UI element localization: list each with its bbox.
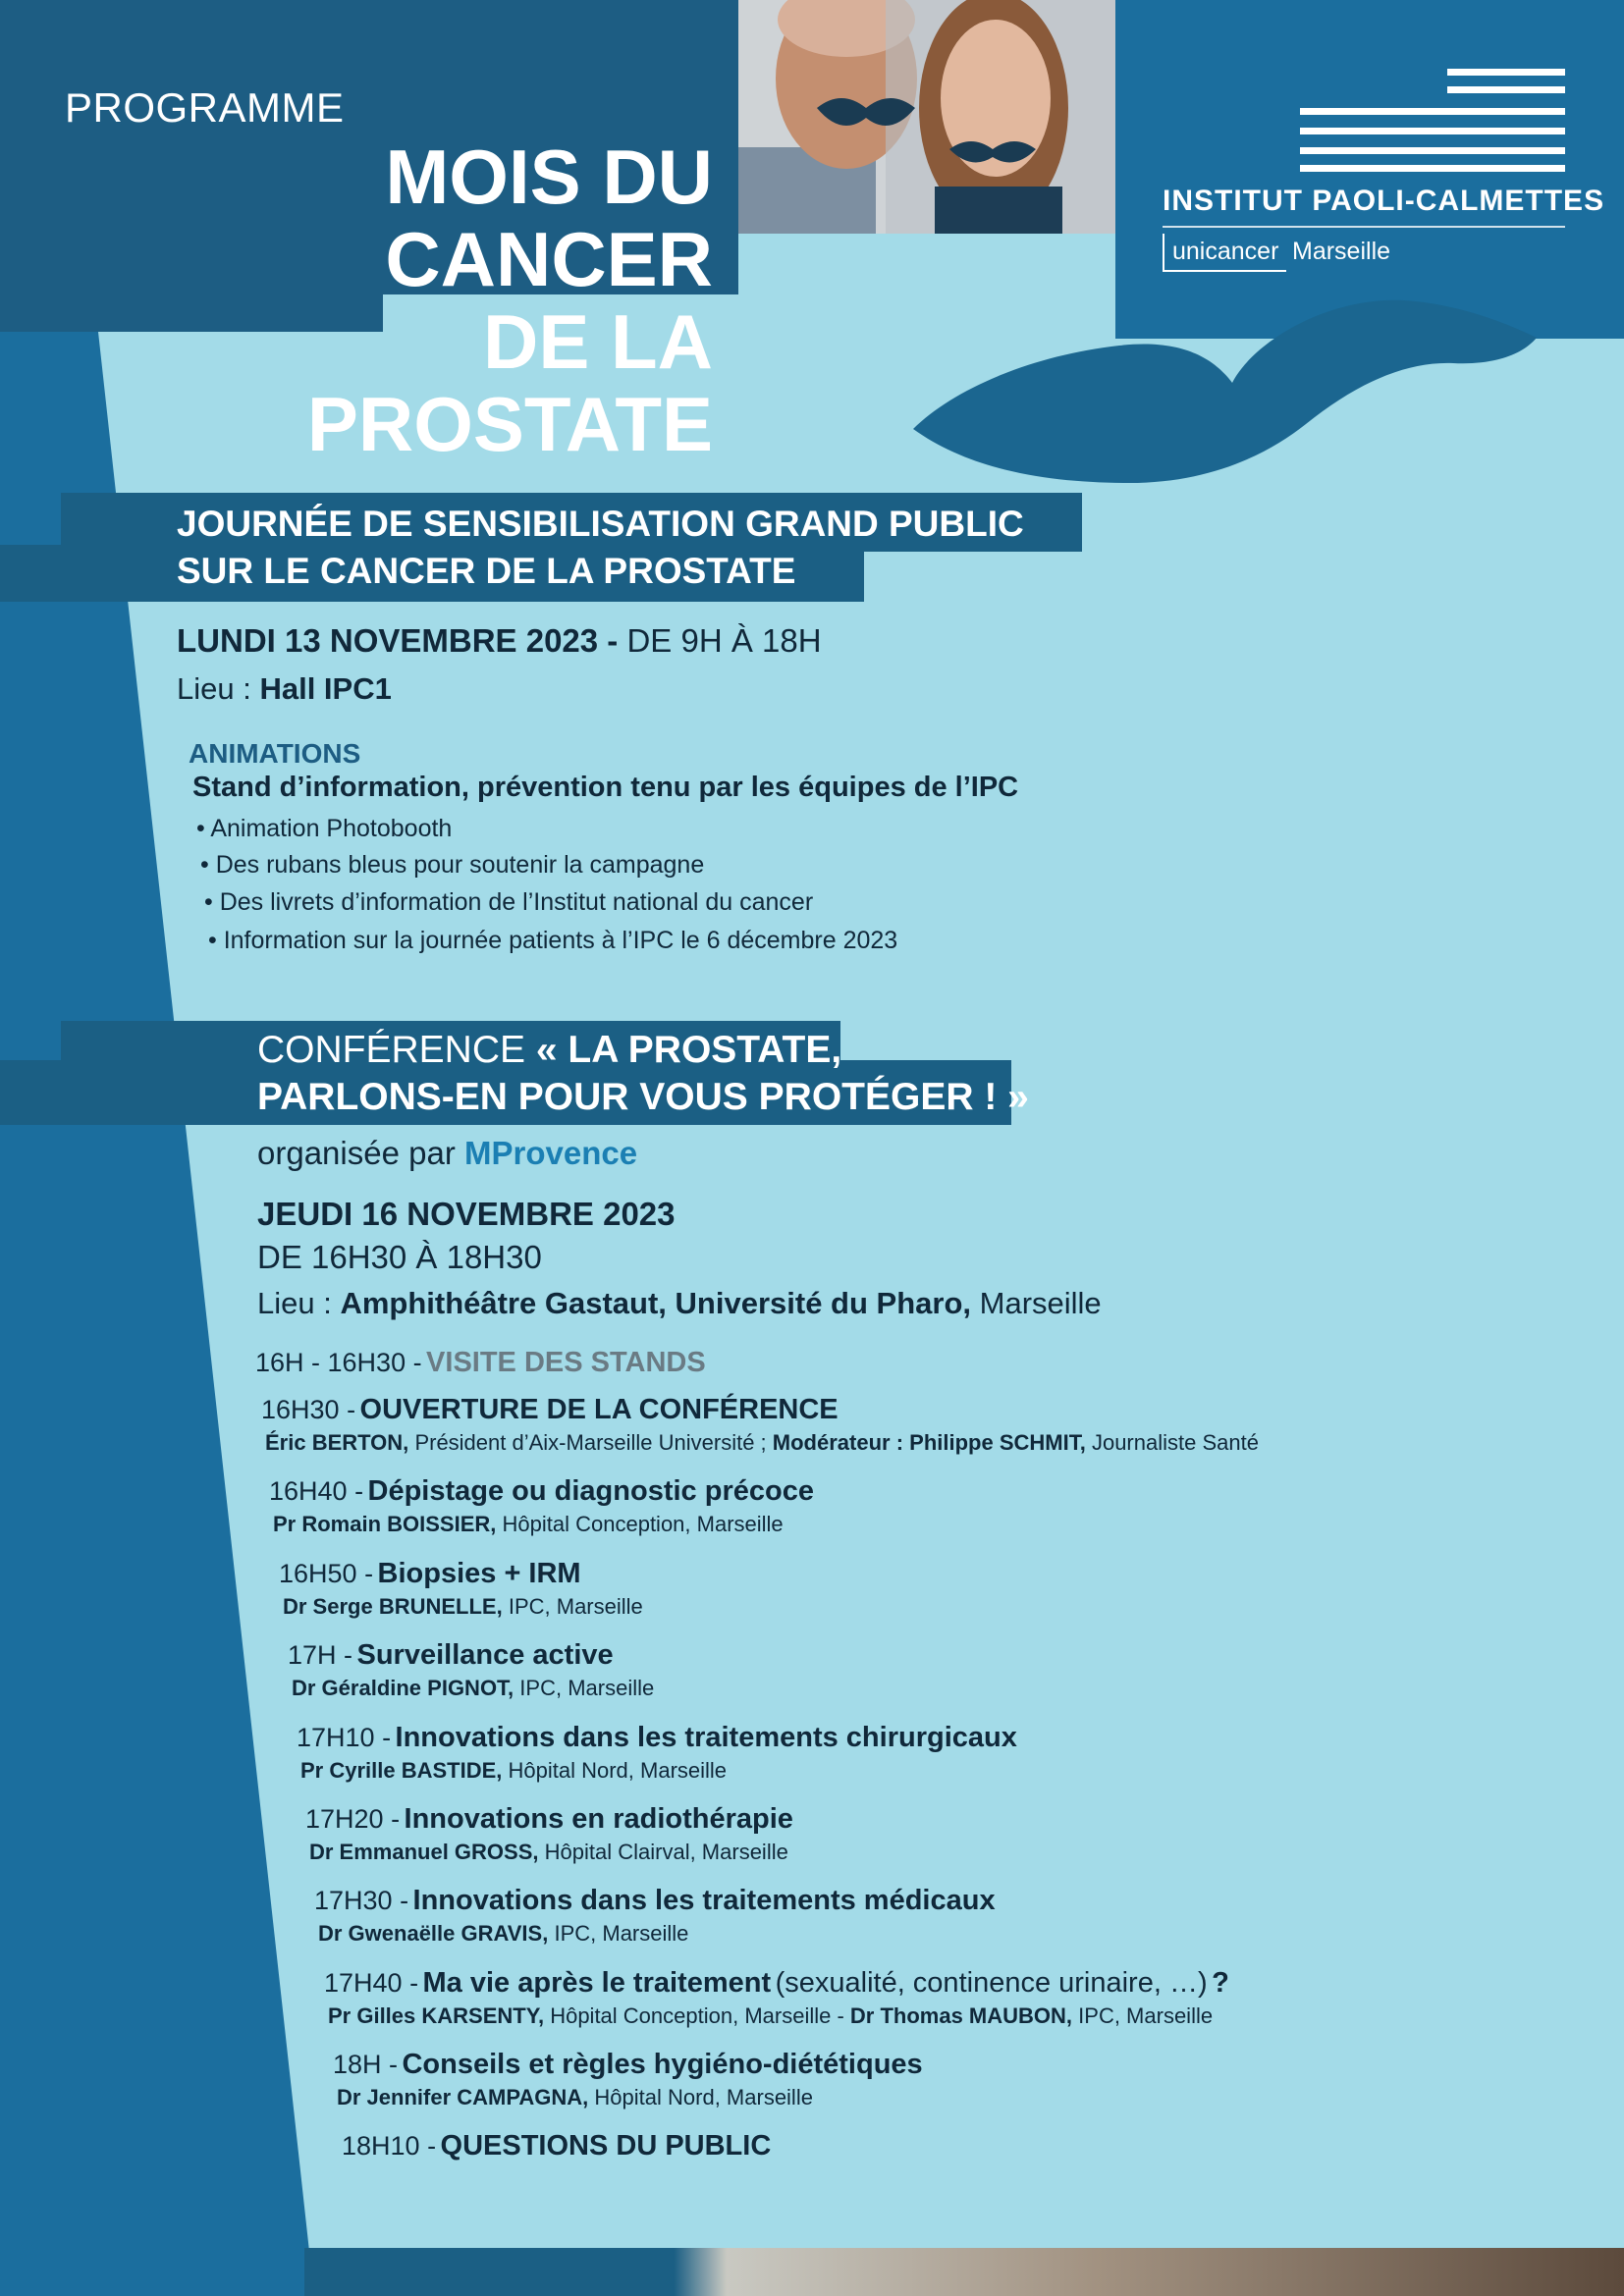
section2-title bbox=[257, 1027, 1029, 1121]
program-speaker bbox=[328, 2003, 1229, 2029]
speaker-name: Éric BERTON, bbox=[265, 1430, 409, 1455]
program-title: Surveillance active bbox=[356, 1639, 614, 1671]
program-speaker bbox=[273, 1512, 814, 1537]
program-item bbox=[333, 2049, 923, 2110]
logo-unicancer: unicancer bbox=[1163, 234, 1286, 272]
programme-label: PROGRAMME bbox=[65, 84, 345, 131]
program-time: 17H10 - bbox=[297, 1723, 392, 1752]
section1-date-bold: LUNDI 13 NOVEMBRE 2023 - bbox=[177, 622, 619, 659]
speaker-role: Président d’Aix-Marseille Université ; bbox=[414, 1430, 767, 1455]
program-speaker bbox=[337, 2085, 923, 2110]
program-item bbox=[314, 1885, 996, 1947]
section2-title-light: CONFÉRENCE bbox=[257, 1029, 526, 1071]
speaker-role: Journaliste Santé bbox=[1091, 1430, 1259, 1455]
program-title-end: ? bbox=[1212, 1967, 1229, 1999]
speaker-name: Pr Cyrille BASTIDE, bbox=[300, 1758, 503, 1783]
section1-lieu-label: Lieu : bbox=[177, 671, 251, 706]
section2-lieu-label: Lieu : bbox=[257, 1286, 332, 1320]
program-item bbox=[269, 1475, 814, 1537]
speaker-role: Hôpital Clairval, Marseille bbox=[544, 1840, 788, 1864]
speaker-role: IPC, Marseille bbox=[1078, 2003, 1214, 2028]
main-title-line2: DE LA PROSTATE bbox=[306, 298, 713, 467]
speaker-name: Modérateur : Philippe SCHMIT, bbox=[772, 1430, 1086, 1455]
photo-couple-mustaches bbox=[738, 0, 1115, 234]
program-time: 18H - bbox=[333, 2050, 399, 2079]
organizer-name: MProvence bbox=[463, 1135, 638, 1171]
speaker-role: Hôpital Conception, Marseille bbox=[502, 1512, 784, 1536]
program-title: Ma vie après le traitement bbox=[422, 1967, 772, 1999]
organizer-label: organisée par bbox=[257, 1135, 456, 1171]
program-item bbox=[324, 1967, 1229, 2029]
section2-lieu-value: Amphithéâtre Gastaut, Université du Pharo, bbox=[340, 1286, 971, 1320]
program-speaker bbox=[309, 1840, 793, 1865]
speaker-role: IPC, Marseille bbox=[508, 1594, 643, 1619]
section1-title-line2: SUR LE CANCER DE LA PROSTATE bbox=[177, 551, 796, 591]
section1-title bbox=[177, 501, 1024, 595]
program-item bbox=[305, 1803, 793, 1865]
main-title-line1: MOIS DU CANCER bbox=[385, 133, 713, 302]
program-speaker bbox=[283, 1594, 643, 1620]
animation-item: • Animation Photobooth bbox=[196, 815, 453, 842]
program-title: OUVERTURE DE LA CONFÉRENCE bbox=[359, 1394, 839, 1425]
speaker-name: Pr Romain BOISSIER, bbox=[273, 1512, 497, 1536]
program-item bbox=[279, 1558, 643, 1620]
section2-date: JEUDI 16 NOVEMBRE 2023 bbox=[257, 1196, 676, 1232]
section2-lieu bbox=[257, 1286, 1102, 1321]
section2-time: DE 16H30 À 18H30 bbox=[257, 1239, 542, 1275]
section1-lieu-value: Hall IPC1 bbox=[259, 671, 392, 706]
program-title: QUESTIONS DU PUBLIC bbox=[440, 2130, 772, 2162]
logo-stripe bbox=[1300, 147, 1565, 154]
logo-stripe bbox=[1300, 128, 1565, 134]
speaker-role: IPC, Marseille bbox=[554, 1921, 689, 1946]
logo-city: Marseille bbox=[1292, 238, 1391, 265]
program-item bbox=[261, 1394, 1259, 1456]
program-time: 17H40 - bbox=[324, 1968, 419, 1998]
program-title-rest: (sexualité, continence urinaire, …) bbox=[775, 1967, 1208, 1999]
program-title: Innovations dans les traitements chirurgicaux bbox=[395, 1722, 1017, 1753]
speaker-name: Pr Gilles KARSENTY, bbox=[328, 2003, 545, 2028]
logo-stripe bbox=[1447, 86, 1565, 93]
section2-title-bold2: PARLONS-EN POUR VOUS PROTÉGER ! » bbox=[257, 1076, 1029, 1118]
section2-title-bold1: « LA PROSTATE, bbox=[535, 1029, 842, 1071]
section1-date-time: DE 9H À 18H bbox=[626, 622, 822, 659]
program-time: 17H30 - bbox=[314, 1886, 409, 1915]
logo-stripe bbox=[1300, 165, 1565, 172]
program-time: 17H - bbox=[288, 1640, 353, 1670]
program-time: 16H30 - bbox=[261, 1395, 356, 1424]
program-title: Conseils et règles hygiéno-diététiques bbox=[402, 2049, 923, 2080]
speaker-name: Dr Serge BRUNELLE, bbox=[283, 1594, 503, 1619]
organizer bbox=[257, 1135, 637, 1172]
program-title: Dépistage ou diagnostic précoce bbox=[367, 1475, 814, 1507]
photo-illustration bbox=[738, 0, 1115, 234]
logo-rule bbox=[1163, 226, 1565, 228]
section1-date bbox=[177, 622, 822, 660]
speaker-name: Dr Gwenaëlle GRAVIS, bbox=[318, 1921, 549, 1946]
animation-item: • Des livrets d’information de l’Institut national du cancer bbox=[204, 888, 814, 916]
program-time: 18H10 - bbox=[342, 2131, 437, 2161]
speaker-name: Dr Emmanuel GROSS, bbox=[309, 1840, 539, 1864]
program-title: Innovations dans les traitements médicaux bbox=[412, 1885, 996, 1916]
section2-lieu-city: Marseille bbox=[979, 1286, 1102, 1320]
program-item bbox=[297, 1722, 1017, 1784]
logo-name: INSTITUT PAOLI-CALMETTES bbox=[1163, 185, 1605, 217]
program-title: VISITE DES STANDS bbox=[426, 1347, 706, 1378]
speaker-role: Hôpital Nord, Marseille bbox=[508, 1758, 728, 1783]
program-item bbox=[255, 1347, 706, 1379]
speaker-name: Dr Jennifer CAMPAGNA, bbox=[337, 2085, 589, 2109]
speaker-role: Hôpital Conception, Marseille - bbox=[550, 2003, 844, 2028]
speaker-name: Dr Géraldine PIGNOT, bbox=[292, 1676, 514, 1700]
bottom-photo-strip bbox=[304, 2248, 1624, 2296]
logo-stripe bbox=[1447, 69, 1565, 76]
program-speaker bbox=[292, 1676, 654, 1701]
section1-title-line1: JOURNÉE DE SENSIBILISATION GRAND PUBLIC bbox=[177, 504, 1024, 544]
animation-item: • Information sur la journée patients à l’IPC le 6 décembre 2023 bbox=[208, 927, 898, 954]
speaker-name: Dr Thomas MAUBON, bbox=[849, 2003, 1073, 2028]
logo-stripe bbox=[1300, 108, 1565, 115]
section1-lieu bbox=[177, 671, 392, 707]
speaker-role: IPC, Marseille bbox=[519, 1676, 655, 1700]
program-item bbox=[342, 2130, 771, 2163]
program-title: Innovations en radiothérapie bbox=[404, 1803, 793, 1835]
speaker-role: Hôpital Nord, Marseille bbox=[594, 2085, 813, 2109]
program-time: 16H - 16H30 - bbox=[255, 1348, 422, 1377]
program-item bbox=[288, 1639, 654, 1701]
program-time: 17H20 - bbox=[305, 1804, 401, 1834]
animations-title: ANIMATIONS bbox=[189, 738, 361, 769]
program-speaker bbox=[265, 1430, 1259, 1456]
program-speaker bbox=[300, 1758, 1017, 1784]
program-title: Biopsies + IRM bbox=[377, 1558, 581, 1589]
program-time: 16H40 - bbox=[269, 1476, 364, 1506]
animations-subtitle: Stand d’information, prévention tenu par les équipes de l’IPC bbox=[192, 772, 1019, 803]
animation-item: • Des rubans bleus pour soutenir la campagne bbox=[200, 851, 705, 879]
mustache-icon bbox=[893, 287, 1542, 493]
main-title bbox=[65, 135, 713, 465]
program-speaker bbox=[318, 1921, 996, 1947]
program-time: 16H50 - bbox=[279, 1559, 374, 1588]
